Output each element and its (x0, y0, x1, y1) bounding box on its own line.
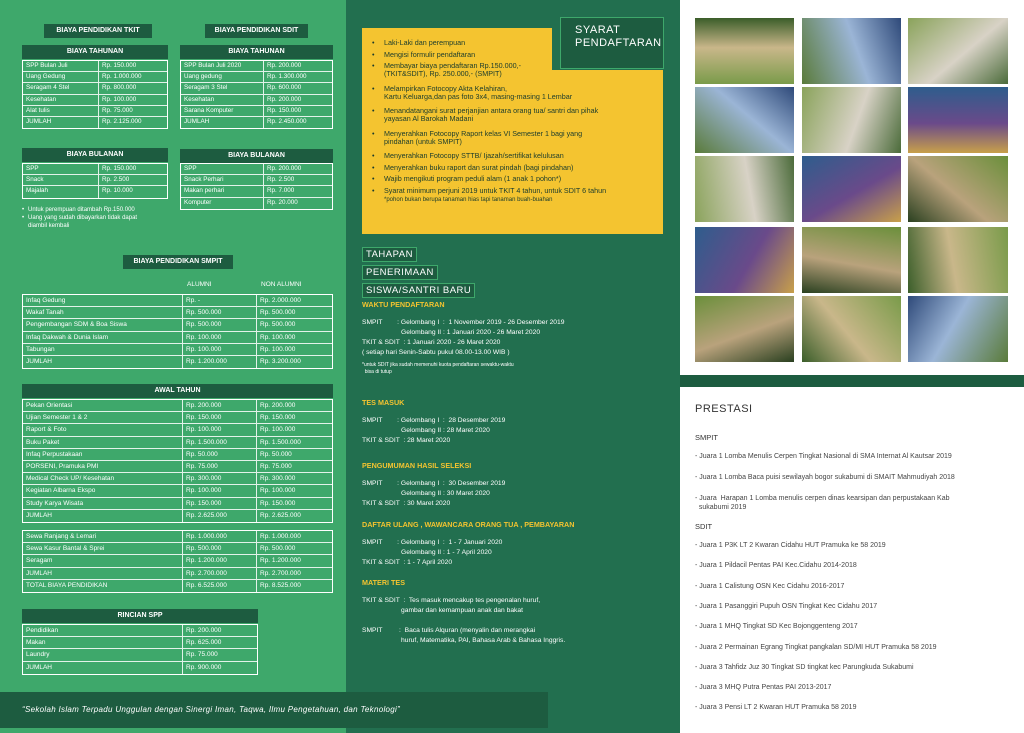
cell-item: JUMLAH (181, 117, 264, 128)
cell-non-alumni: Rp. 75.000 (260, 462, 292, 470)
table-row (23, 412, 332, 424)
tahapan-line: Gelombang II : 30 Maret 2020 (362, 490, 490, 497)
cell-item: Majalah (23, 186, 99, 197)
table-row (23, 332, 332, 344)
cell-item: PORSENI, Pramuka PMI (23, 461, 183, 472)
table-row (23, 485, 332, 497)
cell-alumni: Rp. 500.000 (183, 319, 257, 330)
photo (802, 18, 901, 84)
requirement-text: Kartu Keluarga,dan pas foto 3x4, masing-masing 1 Lembar (384, 91, 573, 101)
smpit-spp-title: RINCIAN SPP (22, 609, 258, 623)
requirement-item (372, 174, 562, 183)
table-row (181, 186, 332, 197)
table-row (23, 649, 257, 661)
cell-item: Pekan Orientasi (23, 400, 183, 411)
tkit-header: BIAYA PENDIDIKAN TKIT (44, 24, 152, 38)
requirement-text: Menyerahkan buku raport dan surat pindah (bagi pindahan) (384, 162, 574, 172)
cell-non-alumni: Rp. 100.000 (260, 333, 296, 341)
tkit-bulanan-table (22, 163, 168, 199)
cell-item: SPP (181, 164, 264, 174)
requirement-text: yayasan Al Barokah Madani (384, 114, 474, 123)
table-row (23, 555, 332, 567)
cell-item: Kesehatan (23, 95, 99, 105)
cell-value: Rp. 200.000 (267, 95, 302, 103)
requirement-text: Syarat minimum perjuni 2019 untuk TKIT 4 tahun, untuk SDIT 6 tahun (384, 185, 607, 195)
table-row (23, 580, 332, 592)
requirement-text: (TKIT&SDIT), Rp. 250.000,- (SMPIT) (384, 69, 502, 78)
photo (802, 227, 901, 293)
cell-item: Uang gedung (181, 72, 264, 82)
requirement-bullet: • (372, 128, 375, 138)
cell-value: Rp. 200.000 (267, 62, 302, 69)
photo (908, 18, 1008, 84)
requirements-title-1: SYARAT (575, 24, 621, 36)
cell-item: JUMLAH (23, 662, 183, 674)
prestasi-item: sukabumi 2019 (695, 504, 747, 511)
requirement-item (372, 162, 574, 172)
cell-item: Seragam 4 Stel (23, 83, 99, 93)
cell-item: Sewa Kasur Bantal & Sprei (23, 543, 183, 554)
cell-alumni: Rp. 200.000 (183, 400, 257, 411)
cell-non-alumni: Rp. 300.000 (260, 475, 296, 483)
requirement-item (372, 49, 476, 59)
tahapan-line: Gelombang II : 1 Januari 2020 - 26 Maret 2020 (362, 329, 541, 336)
cell-value: Rp. 150.000 (102, 165, 137, 172)
tkit-note-3: diambil kembali (28, 223, 70, 229)
tahapan-heading: MATERI TES (362, 578, 405, 587)
table-row (23, 164, 167, 175)
smpit-awal-title: AWAL TAHUN (22, 384, 333, 398)
cell-item: Uang Gedung (23, 72, 99, 82)
tahapan-title (362, 244, 475, 298)
table-row (23, 498, 332, 510)
tahapan-line: TKIT & SDIT : 1 - 7 April 2020 (362, 559, 453, 566)
cell-non-alumni: Rp. 500.000 (260, 545, 296, 553)
table-row (23, 437, 332, 449)
cell-alumni: Rp. 1.200.000 (183, 356, 257, 368)
requirement-item (372, 151, 564, 160)
cell-item: Pengembangan SDM & Boa Siswa (23, 319, 183, 330)
cell-value: Rp. 7.000 (267, 187, 295, 195)
prestasi-item: - Juara 3 Tahfidz Juz 30 Tingkat SD tingkat kec Parungkuda Sukabumi (695, 663, 914, 671)
prestasi-sdit-label: SDIT (695, 522, 713, 531)
cell-non-alumni: Rp. 1.000.000 (260, 533, 301, 540)
cell-value: Rp. 75.000 (102, 106, 133, 114)
cell-value: Rp. 600.000 (267, 84, 302, 92)
table-row (23, 400, 332, 412)
cell-alumni: Rp. - (183, 295, 257, 306)
cell-item: Sewa Ranjang & Lemari (23, 531, 183, 542)
table-row (23, 568, 332, 580)
cell-non-alumni: Rp. 8.525.000 (260, 581, 301, 589)
cell-item: Pendidikan (23, 625, 183, 636)
requirement-text: Membayar biaya pendaftaran Rp.150.000,- (384, 61, 522, 70)
tahapan-line: SMPIT : Gelombang I : 1 November 2019 - 26 Desember 2019 (362, 319, 565, 326)
cell-item: Ujian Semester 1 & 2 (23, 412, 183, 423)
requirement-text: pindahan (untuk SMPIT) (384, 136, 462, 146)
photo (908, 227, 1008, 293)
cell-non-alumni: Rp. 150.000 (260, 414, 296, 422)
prestasi-item: - Juara 1 P3K LT 2 Kwaran Cidahu HUT Pramuka ke 58 2019 (695, 542, 886, 549)
tahapan-line: Gelombang II : 1 - 7 April 2020 (362, 549, 492, 556)
cell-value: Rp. 200.000 (186, 627, 222, 634)
cell-non-alumni: Rp. 100.000 (260, 426, 296, 434)
prestasi-item: - Juara 1 Pasanggiri Pupuh OSN Tingkat Kec Cidahu 2017 (695, 602, 878, 610)
table-row (23, 186, 167, 197)
photo (695, 87, 794, 153)
cell-alumni: Rp. 300.000 (183, 473, 257, 484)
sdit-header: BIAYA PENDIDIKAN SDIT (205, 24, 308, 38)
cell-non-alumni: Rp. 3.200.000 (260, 357, 301, 365)
requirements-title (560, 17, 664, 69)
table-row (181, 106, 332, 117)
tahapan-line: SMPIT : Gelombang I : 28 Desember 2019 (362, 417, 506, 424)
requirement-item (372, 69, 502, 78)
cell-item: Kegiatan Albarna Ekspo (23, 485, 183, 496)
photo (802, 87, 901, 153)
requirement-text: Menandatangani surat perjanjian antara orang tua/ santri dan pihak (384, 106, 599, 115)
table-row (23, 473, 332, 485)
table-row (23, 175, 167, 186)
table-row (23, 662, 257, 674)
requirement-bullet: • (372, 38, 375, 47)
requirement-item (372, 136, 462, 146)
table-row (181, 61, 332, 72)
cell-alumni: Rp. 100.000 (183, 332, 257, 343)
tahapan-line: huruf, Matematika, PAI, Bahasa Arab & Bahasa Inggris. (362, 637, 566, 644)
cell-alumni: Rp. 2.625.000 (183, 510, 257, 522)
tahapan-note: *untuk SDIT jika sudah memenuhi kuota pendaftaran sewaktu-waktu (362, 362, 514, 368)
tahapan-line: SMPIT : Gelombang I : 30 Desember 2019 (362, 480, 506, 487)
cell-alumni: Rp. 1.000.000 (183, 531, 257, 542)
sdit-tahunan-table (180, 60, 333, 129)
cell-value: Rp. 625.000 (186, 639, 222, 647)
prestasi-item: - Juara 1 Lomba Menulis Cerpen Tingkat Nasional di SMA Internat Al Kautsar 2019 (695, 453, 952, 460)
requirement-item (372, 194, 553, 205)
table-row (23, 61, 167, 72)
cell-item: JUMLAH (23, 117, 99, 128)
prestasi-item: - Juara 1 MHQ Tingkat SD Kec Bojonggenteng 2017 (695, 623, 858, 631)
cell-value: Rp. 1.300.000 (267, 73, 307, 81)
table-row (181, 83, 332, 94)
cell-alumni: Rp. 50.000 (183, 449, 257, 460)
requirement-bullet: • (372, 174, 375, 183)
cell-item: Medical Check UP/ Kesehatan (23, 473, 183, 484)
smpit-table-3 (22, 530, 333, 593)
tahapan-title-3: SISWA/SANTRI BARU (362, 283, 475, 298)
table-row (23, 510, 332, 522)
tahapan-line: ( setiap hari Senin-Sabtu pukul 08.00-13.00 WIB ) (362, 349, 510, 356)
requirement-text: Laki-Laki dan perempuan (384, 38, 466, 47)
tahapan-line: gambar dan kemampuan anak dan bakat (362, 607, 523, 614)
cell-value: Rp. 150.000 (267, 106, 302, 114)
sdit-bulanan-title: BIAYA BULANAN (180, 149, 333, 163)
tahapan-line: TKIT & SDIT : 28 Maret 2020 (362, 437, 451, 444)
cell-non-alumni: Rp. 100.000 (260, 345, 296, 353)
col-alumni-label: ALUMNI (187, 281, 212, 288)
tahapan-heading: DAFTAR ULANG , WAWANCARA ORANG TUA , PEMBAYARAN (362, 520, 575, 529)
cell-alumni: Rp. 150.000 (183, 412, 257, 423)
cell-value: Rp. 2.125.000 (102, 117, 142, 125)
photo (695, 296, 794, 362)
cell-item: Infaq Dakwah & Dunia Islam (23, 332, 183, 343)
cell-non-alumni: Rp. 2.700.000 (260, 569, 301, 577)
tahapan-line: TKIT & SDIT : Tes masuk mencakup tes pengenalan huruf, (362, 597, 541, 604)
photo (908, 87, 1008, 153)
table-row (23, 461, 332, 473)
requirement-bullet: • (372, 61, 375, 70)
table-row (181, 117, 332, 128)
table-row (181, 72, 332, 83)
table-row (23, 625, 257, 637)
cell-value: Rp. 20.000 (267, 198, 298, 206)
photo (695, 156, 794, 222)
cell-item: SPP Bulan Juli 2020 (181, 61, 264, 71)
cell-alumni: Rp. 6.525.000 (183, 580, 257, 592)
cell-alumni: Rp. 1.200.000 (183, 555, 257, 566)
col-non-alumni-label: NON ALUMNI (261, 281, 302, 288)
cell-alumni: Rp. 100.000 (183, 424, 257, 435)
cell-value: Rp. 100.000 (102, 95, 137, 103)
cell-item: Komputer (181, 198, 264, 209)
cell-value: Rp. 10.000 (102, 187, 133, 195)
table-row (181, 164, 332, 175)
cell-item: Laundry (23, 649, 183, 660)
table-row (23, 424, 332, 436)
cell-value: Rp. 75.000 (186, 651, 218, 659)
cell-alumni: Rp. 2.700.000 (183, 568, 257, 579)
cell-value: Rp. 2.500 (267, 176, 295, 184)
cell-value: Rp. 2.450.000 (267, 117, 307, 125)
requirement-item (372, 38, 466, 47)
requirement-bullet: • (372, 185, 375, 195)
smpit-table-1 (22, 294, 333, 369)
tahapan-title-2: PENERIMAAN (362, 265, 438, 280)
prestasi-item: - Juara Harapan 1 Lomba menulis cerpen dinas kearsipan dan perpustakaan Kab (695, 495, 950, 502)
requirement-text: Menyerahkan Fotocopy Raport kelas VI Semester 1 bagi yang (384, 128, 583, 138)
cell-item: Tabungan (23, 344, 183, 355)
tkit-note-bullet-2: • (22, 215, 25, 221)
requirement-item (372, 91, 573, 101)
cell-value: Rp. 2.500 (102, 176, 130, 184)
requirement-bullet: • (372, 106, 375, 115)
cell-item: SPP Bulan Juli (23, 61, 99, 71)
cell-value: Rp. 1.000.000 (102, 73, 142, 81)
table-row (181, 175, 332, 186)
tahapan-title-1: TAHAPAN (362, 247, 417, 262)
tkit-bulanan-title: BIAYA BULANAN (22, 148, 168, 162)
cell-value: Rp. 800.000 (102, 84, 137, 92)
cell-item: SPP (23, 164, 99, 174)
requirement-bullet: • (372, 151, 375, 160)
table-row (23, 344, 332, 356)
prestasi-title: PRESTASI (695, 403, 753, 415)
cell-non-alumni: Rp. 1.200.000 (260, 557, 301, 565)
table-row (23, 356, 332, 368)
smpit-spp-table (22, 624, 258, 675)
cell-item: Buku Paket (23, 437, 183, 448)
requirement-bullet: • (372, 83, 375, 93)
cell-item: Wakaf Tanah (23, 307, 183, 318)
cell-value: Rp. 200.000 (267, 165, 302, 172)
table-row (23, 449, 332, 461)
cell-alumni: Rp. 150.000 (183, 498, 257, 509)
photo (908, 296, 1008, 362)
cell-item: Study Karya Wisata (23, 498, 183, 509)
prestasi-item: - Juara 1 Pildacil Pentas PAI Kec.Cidahu 2014-2018 (695, 562, 857, 570)
photo (802, 156, 901, 222)
tahapan-line: Gelombang II : 28 Maret 2020 (362, 427, 490, 434)
prestasi-item: - Juara 3 Pensi LT 2 Kwaran HUT Pramuka 58 2019 (695, 704, 857, 712)
table-row (181, 95, 332, 106)
tahapan-line: SMPIT : Baca tulis Alquran (menyalin dan merangkai (362, 627, 536, 634)
cell-item: Kesehatan (181, 95, 264, 105)
tahapan-line: TKIT & SDIT : 30 Maret 2020 (362, 500, 451, 507)
tkit-tahunan-title: BIAYA TAHUNAN (22, 45, 168, 59)
cell-item: Raport & Foto (23, 424, 183, 435)
requirement-bullet: • (372, 162, 375, 172)
tkit-note-bullet-1: • (22, 207, 25, 213)
cell-item: Makan (23, 637, 183, 648)
cell-item: JUMLAH (23, 356, 183, 368)
cell-alumni: Rp. 100.000 (183, 485, 257, 496)
cell-item: Snack (23, 175, 99, 185)
prestasi-header-bar (680, 375, 1024, 387)
table-row (23, 531, 332, 543)
tkit-note-2: Uang yang sudah dibayarkan tidak dapat (28, 215, 138, 221)
cell-alumni: Rp. 100.000 (183, 344, 257, 355)
cell-item: JUMLAH (23, 568, 183, 579)
prestasi-item: - Juara 3 MHQ Putra Pentas PAI 2013-2017 (695, 684, 832, 692)
requirement-item (372, 114, 474, 123)
prestasi-item: - Juara 1 Lomba Baca puisi sewilayah bogor sukabumi di SMAIT Mahmudiyah 2018 (695, 474, 955, 481)
requirement-bullet: • (372, 49, 375, 59)
photo (802, 296, 901, 362)
prestasi-smpit-label: SMPIT (695, 433, 718, 442)
tkit-tahunan-table (22, 60, 168, 129)
requirement-text: Melampirkan Fotocopy Akta Kelahiran, (384, 83, 508, 93)
cell-item: Infaq Gedung (23, 295, 183, 306)
requirements-title-2: PENDAFTARAN (575, 37, 662, 49)
table-row (23, 106, 167, 117)
table-row (23, 307, 332, 319)
table-row (23, 72, 167, 83)
cell-alumni: Rp. 75.000 (183, 461, 257, 472)
prestasi-item: - Juara 2 Permainan Egrang Tingkat pangkalan SD/MI HUT Pramuka 58 2019 (695, 643, 937, 651)
requirement-text: Menyerahkan Fotocopy STTB/ Ijazah/sertifikat kelulusan (384, 151, 564, 160)
requirement-text: *pohon bukan berupa tanaman hias tapi tanaman buah-buahan (384, 196, 553, 203)
table-row (23, 543, 332, 555)
cell-item: Infaq Perpustakaan (23, 449, 183, 460)
cell-item: Seragam (23, 555, 183, 566)
table-row (23, 95, 167, 106)
smpit-table-2 (22, 399, 333, 523)
table-row (23, 295, 332, 307)
photo (695, 18, 794, 84)
table-row (23, 637, 257, 649)
sdit-tahunan-title: BIAYA TAHUNAN (180, 45, 333, 59)
cell-item: JUMLAH (23, 510, 183, 522)
prestasi-item: - Juara 1 Calistung OSN Kec Cidahu 2016-2017 (695, 582, 845, 590)
cell-non-alumni: Rp. 100.000 (260, 487, 296, 495)
cell-non-alumni: Rp. 500.000 (260, 321, 296, 329)
cell-value: Rp. 900.000 (186, 663, 222, 671)
cell-alumni: Rp. 500.000 (183, 543, 257, 554)
cell-non-alumni: Rp. 50.000 (260, 450, 292, 458)
tagline: “Sekolah Islam Terpadu Unggulan dengan Sinergi Iman, Taqwa, Ilmu Pengetahuan, dan Teknologi” (22, 705, 401, 714)
cell-non-alumni: Rp. 2.000.000 (260, 297, 301, 304)
cell-non-alumni: Rp. 1.500.000 (260, 438, 301, 446)
cell-non-alumni: Rp. 500.000 (260, 309, 296, 317)
cell-non-alumni: Rp. 200.000 (260, 402, 296, 409)
table-row (23, 319, 332, 331)
photo (695, 227, 794, 293)
requirement-text: Mengisi formulir pendaftaran (384, 49, 476, 59)
cell-value: Rp. 150.000 (102, 62, 137, 69)
table-row (23, 117, 167, 128)
tahapan-heading: PENGUMUMAN HASIL SELEKSI (362, 461, 472, 470)
tkit-note-1: Untuk perempuan ditambah Rp.150.000 (28, 207, 135, 213)
table-row (181, 198, 332, 209)
cell-item: Seragam 3 Stel (181, 83, 264, 93)
cell-item: Snack Perhari (181, 175, 264, 185)
cell-alumni: Rp. 500.000 (183, 307, 257, 318)
cell-item: Makan perhari (181, 186, 264, 196)
photo (908, 156, 1008, 222)
cell-alumni: Rp. 1.500.000 (183, 437, 257, 448)
smpit-header: BIAYA PENDIDIKAN SMPIT (123, 255, 233, 269)
cell-item: TOTAL BIAYA PENDIDIKAN (23, 580, 183, 592)
tahapan-line: TKIT & SDIT : 1 Januari 2020 - 26 Maret 2020 (362, 339, 501, 346)
tahapan-note: bisa di tutup (362, 369, 392, 375)
tahapan-line: SMPIT : Gelombang I : 1 - 7 Januari 2020 (362, 539, 503, 546)
requirement-text: Wajib mengikuti program peduli alam (1 anak 1 pohon*) (384, 174, 562, 183)
cell-item: Alat tulis (23, 106, 99, 116)
tahapan-heading: TES MASUK (362, 398, 405, 407)
cell-non-alumni: Rp. 150.000 (260, 499, 296, 507)
sdit-bulanan-table (180, 163, 333, 210)
cell-item: Sarana Komputer (181, 106, 264, 116)
table-row (23, 83, 167, 94)
tahapan-heading: WAKTU PENDAFTARAN (362, 300, 445, 309)
cell-non-alumni: Rp. 2.625.000 (260, 511, 301, 519)
